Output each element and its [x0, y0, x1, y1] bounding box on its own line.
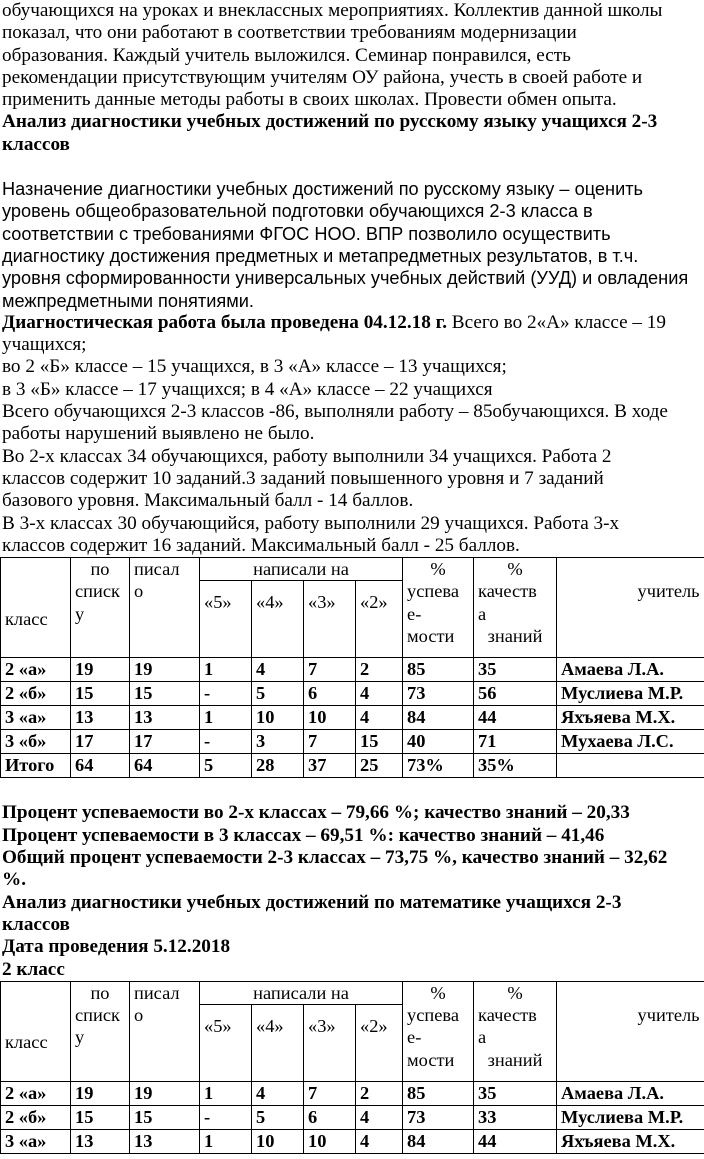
header-grade-5: «5»	[200, 1005, 252, 1082]
table-cell: 64	[71, 754, 130, 778]
table-row	[1, 1130, 704, 1154]
table-cell: 1	[200, 1130, 252, 1154]
purpose-line: уровня сформированности универсальных учебных действий (УУД) и овладения	[2, 268, 689, 289]
table-row	[1, 754, 704, 778]
table-cell: 33	[474, 1106, 557, 1130]
header-by-list-line: у	[75, 603, 85, 624]
header-success-line: %	[430, 982, 446, 1003]
table-cell	[557, 754, 704, 778]
table-cell: 37	[304, 754, 356, 778]
table-row	[1, 706, 704, 730]
purpose-line: уровень общеобразовательной подготовки обучающихся 2-3 класса в	[2, 201, 593, 222]
table-cell: 4	[252, 1082, 304, 1106]
header-wrote	[130, 981, 200, 1081]
table-cell: 2 «б»	[1, 1106, 71, 1130]
table-cell: 2 «а»	[1, 658, 71, 682]
header-grade-3: «3»	[304, 581, 356, 658]
intro-line: рекомендации присутствующим учителям ОУ района, учесть в своей работе и	[2, 66, 643, 88]
counts-line: Всего обучающихся 2-3 классов -86, выполняли работу – 85обучающихся. В ходе	[2, 401, 668, 423]
math-results-table	[0, 981, 704, 1154]
table-cell: 40	[403, 730, 474, 754]
math-date: Дата проведения 5.12.2018	[2, 936, 231, 958]
table-cell: 15	[130, 682, 200, 706]
header-quality-line: качеств	[478, 1005, 537, 1026]
blank-line	[0, 156, 704, 178]
header-success-line: %	[430, 559, 446, 580]
header-quality-line: %	[507, 982, 523, 1003]
header-by-list-line: у	[75, 1027, 85, 1048]
table-cell: 15	[356, 730, 403, 754]
table-cell: 44	[474, 706, 557, 730]
table-row	[1, 1082, 704, 1106]
header-success-line: успева	[407, 581, 459, 602]
table-cell: 15	[71, 1106, 130, 1130]
table-cell: 17	[71, 730, 130, 754]
table-cell: 5	[252, 1106, 304, 1130]
table-cell: 5	[252, 682, 304, 706]
table-cell: 13	[71, 706, 130, 730]
counts-line: В 3-х классах 30 обучающийся, работу выполнили 29 учащихся. Работа 3-х	[2, 512, 620, 534]
table-cell: 44	[474, 1130, 557, 1154]
header-success-line: мости	[407, 626, 455, 647]
header-grade-2: «2»	[356, 1005, 403, 1082]
table-cell: 10	[252, 706, 304, 730]
conducted-line	[0, 312, 704, 334]
table-cell: 5	[200, 754, 252, 778]
header-wrote-on: написали на	[200, 558, 403, 581]
table-cell: -	[200, 730, 252, 754]
header-quality-line: а	[478, 1027, 487, 1048]
table-header-row	[1, 558, 704, 581]
table-cell: 3	[252, 730, 304, 754]
table-cell: Амаева Л.А.	[557, 658, 704, 682]
table-cell: Муслиева М.Р.	[557, 682, 704, 706]
table-cell: 13	[130, 1130, 200, 1154]
header-by-list-line: по	[90, 982, 110, 1003]
header-success-line: успева	[407, 1005, 459, 1026]
purpose-line: диагностику достижения предметных и метапредметных результатов, в т.ч.	[2, 245, 639, 266]
table-cell: 10	[304, 706, 356, 730]
table-cell: 10	[304, 1130, 356, 1154]
table-cell: 4	[356, 682, 403, 706]
table-row	[1, 730, 704, 754]
conducted-cont: учащихся;	[2, 334, 87, 356]
header-grade-5: «5»	[200, 581, 252, 658]
summary-line: Процент успеваемости во 2-х классах – 79,66 %; качество знаний – 20,33	[2, 802, 630, 824]
table-cell: -	[200, 682, 252, 706]
table-cell: 19	[71, 658, 130, 682]
table-cell: 7	[304, 658, 356, 682]
table-cell: 13	[130, 706, 200, 730]
header-teacher: учитель	[557, 981, 704, 1081]
heading-line: Анализ диагностики учебных достижений по русскому языку учащихся 2-3	[2, 111, 658, 133]
table-cell: Яхъяева М.Х.	[557, 1130, 704, 1154]
purpose-line: Назначение диагностики учебных достижений по русскому языку – оценить	[2, 179, 644, 200]
table-cell: 4	[356, 706, 403, 730]
table-cell: 1	[200, 1082, 252, 1106]
header-teacher: учитель	[557, 558, 704, 658]
table-cell: 84	[403, 1130, 474, 1154]
table-header-row	[1, 981, 704, 1004]
header-quality-line: а	[478, 603, 487, 624]
counts-line: во 2 «Б» классе – 15 учащихся, в 3 «А» классе – 13 учащихся;	[2, 356, 507, 378]
header-success-line: мости	[407, 1049, 455, 1070]
table-cell: 4	[252, 658, 304, 682]
counts-line: в 3 «Б» классе – 17 учащихся; в 4 «А» классе – 22 учащихся	[2, 378, 493, 400]
header-quality-line: знаний	[487, 626, 543, 647]
table-cell: 13	[71, 1130, 130, 1154]
summary-line: %.	[2, 869, 26, 891]
table-cell: Муслиева М.Р.	[557, 1106, 704, 1130]
header-by-list-line: списк	[75, 581, 120, 602]
summary-block	[0, 802, 704, 891]
table-cell: 3 «а»	[1, 706, 71, 730]
table-cell: 2 «б»	[1, 682, 71, 706]
table-cell: 56	[474, 682, 557, 706]
table-cell: 71	[474, 730, 557, 754]
table-cell: 73	[403, 1106, 474, 1130]
summary-line: Общий процент успеваемости 2-3 классах – 73,75 %, качество знаний – 32,62	[2, 847, 668, 869]
purpose-line: соответствии с требованиями ФГОС НОО. ВПР позволило осуществить	[2, 223, 611, 244]
header-wrote-line: писал	[134, 559, 180, 580]
header-quality	[474, 981, 557, 1081]
heading-line: Анализ диагностики учебных достижений по математике учащихся 2-3	[2, 891, 622, 913]
counts-line: работы нарушений выявлено не было.	[2, 423, 315, 445]
table-cell: 10	[252, 1130, 304, 1154]
header-grade-4: «4»	[252, 581, 304, 658]
table-cell: 84	[403, 706, 474, 730]
purpose-line: межпредметными понятиями.	[2, 290, 254, 311]
intro-line: показал, что они работают в соответствии требованиям модернизации	[2, 22, 577, 44]
table-cell: 73	[403, 682, 474, 706]
table-cell: 7	[304, 1082, 356, 1106]
counts-line: базового уровня. Максимальный балл - 14 баллов.	[2, 490, 414, 512]
table-cell: 2	[356, 1082, 403, 1106]
header-success-rate	[403, 981, 474, 1081]
russian-results-table	[0, 557, 704, 778]
table-cell: Яхъяева М.Х.	[557, 706, 704, 730]
header-success-rate	[403, 558, 474, 658]
intro-line: обучающихся на уроках и внеклассных мероприятиях. Коллектив данной школы	[2, 0, 663, 21]
summary-line: Процент успеваемости в 3 классах – 69,51 %: качество знаний – 41,46	[2, 824, 605, 846]
math-grade: 2 класс	[2, 958, 65, 980]
table-cell: 3 «а»	[1, 1130, 71, 1154]
table-row	[1, 658, 704, 682]
table-cell: 4	[356, 1106, 403, 1130]
math-heading	[0, 892, 704, 937]
counts-line: классов содержит 10 заданий.3 заданий повышенного уровня и 7 заданий	[2, 467, 604, 489]
heading-line: классов	[2, 913, 70, 935]
header-wrote-line: о	[134, 581, 144, 602]
counts-line: классов содержит 16 заданий. Максимальный балл - 25 баллов.	[2, 534, 520, 556]
table-cell: 6	[304, 1106, 356, 1130]
table-cell: 1	[200, 706, 252, 730]
header-class: класс	[1, 558, 71, 658]
table-cell: 28	[252, 754, 304, 778]
intro-line: образования. Каждый учитель выложился. Семинар понравился, есть	[2, 44, 571, 66]
header-by-list-line: по	[90, 559, 110, 580]
header-wrote-on: написали на	[200, 981, 403, 1004]
table-cell: Амаева Л.А.	[557, 1082, 704, 1106]
table-cell: 2	[356, 658, 403, 682]
table-cell: 15	[71, 682, 130, 706]
blank-line	[0, 778, 704, 802]
header-success-line: е-	[407, 1027, 422, 1048]
header-by-list	[71, 981, 130, 1081]
table-cell: 19	[130, 1082, 200, 1106]
table-cell: 4	[356, 1130, 403, 1154]
table-cell: 35	[474, 658, 557, 682]
table-cell: 19	[130, 658, 200, 682]
table-row	[1, 682, 704, 706]
header-grade-3: «3»	[304, 1005, 356, 1082]
header-quality-line: знаний	[487, 1049, 543, 1070]
purpose-paragraph	[0, 178, 704, 312]
russian-heading	[0, 111, 704, 156]
table-cell: 1	[200, 658, 252, 682]
table-row	[1, 1106, 704, 1130]
table-cell: 85	[403, 1082, 474, 1106]
table-cell: -	[200, 1106, 252, 1130]
table-cell: 6	[304, 682, 356, 706]
header-by-list	[71, 558, 130, 658]
counts-line: Во 2-х классах 34 обучающихся, работу выполнили 34 учащихся. Работа 2	[2, 445, 612, 467]
table-cell: 17	[130, 730, 200, 754]
conducted-bold: Диагностическая работа была проведена 04.12.18 г.	[2, 311, 447, 333]
table-cell: Итого	[1, 754, 71, 778]
counts-paragraph	[0, 356, 704, 557]
header-wrote	[130, 558, 200, 658]
table-cell: 73%	[403, 754, 474, 778]
table-cell: 85	[403, 658, 474, 682]
intro-line: применить данные методы работы в своих школах. Провести обмен опыта.	[2, 89, 617, 111]
header-wrote-line: о	[134, 1005, 144, 1026]
table-cell: 2 «а»	[1, 1082, 71, 1106]
header-grade-4: «4»	[252, 1005, 304, 1082]
header-quality	[474, 558, 557, 658]
header-success-line: е-	[407, 603, 422, 624]
table-cell: 3 «б»	[1, 730, 71, 754]
header-class: класс	[1, 981, 71, 1081]
table-cell: 35%	[474, 754, 557, 778]
conducted-rest: Всего во 2«А» классе – 19	[447, 311, 666, 333]
header-by-list-line: списк	[75, 1005, 120, 1026]
table-cell: 19	[71, 1082, 130, 1106]
header-wrote-line: писал	[134, 982, 180, 1003]
table-cell: 25	[356, 754, 403, 778]
header-quality-line: качеств	[478, 581, 537, 602]
table-cell: 7	[304, 730, 356, 754]
heading-line: классов	[2, 133, 70, 155]
header-quality-line: %	[507, 559, 523, 580]
intro-paragraph	[0, 0, 704, 111]
table-cell: 64	[130, 754, 200, 778]
table-cell: 15	[130, 1106, 200, 1130]
table-cell: Мухаева Л.С.	[557, 730, 704, 754]
table-cell: 35	[474, 1082, 557, 1106]
header-grade-2: «2»	[356, 581, 403, 658]
